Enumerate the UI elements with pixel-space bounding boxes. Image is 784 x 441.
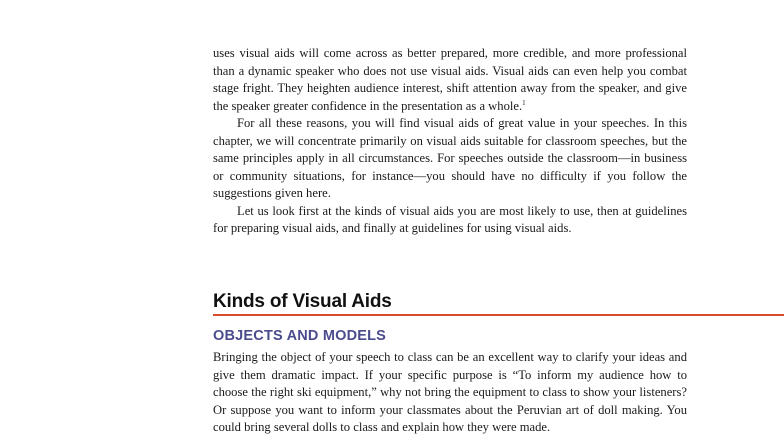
section-divider (213, 314, 784, 316)
objects-text (213, 349, 687, 437)
section-heading: Kinds of Visual Aids (213, 291, 392, 312)
intro-paragraph-1 (213, 45, 687, 115)
intro-paragraph-2: For all these reasons, you will find visual aids of great value in your speeches. In this chapter, we will concentrate primarily on visual aids suitable for classroom speeches, but the same principles apply in all circumstances. For speeches outside the classroom—in business or community situations, for instance—you should have no difficulty if you follow the suggestions given here. (213, 116, 687, 200)
intro-text (213, 45, 687, 238)
footnote-marker: 1 (522, 98, 526, 107)
intro-paragraph-3: Let us look first at the kinds of visual aids you are most likely to use, then at guidelines for preparing visual aids, and finally at guidelines for using visual aids. (213, 203, 687, 235)
intro-paragraph-1-text: uses visual aids will come across as better prepared, more credible, and more professional than a dynamic speaker who does not use visual aids. Visual aids can even help you combat stage fright. They heighten audience interest, shift attention away from the speaker, and give the speaker greater confidence in the presentation as a whole. (213, 46, 687, 113)
objects-paragraph-1: Bringing the object of your speech to class can be an excellent way to clarify your ideas and give them dramatic impact. If your specific purpose is “To inform my audience how to choose the right ski equipment,” why not bring the equipment to class to show your listeners? Or suppose you want to inform your classmates about the Peruvian art of doll making. You could bring several dolls to class and explain how they were made. (213, 350, 687, 434)
subsection-heading: OBJECTS AND MODELS (213, 328, 387, 344)
